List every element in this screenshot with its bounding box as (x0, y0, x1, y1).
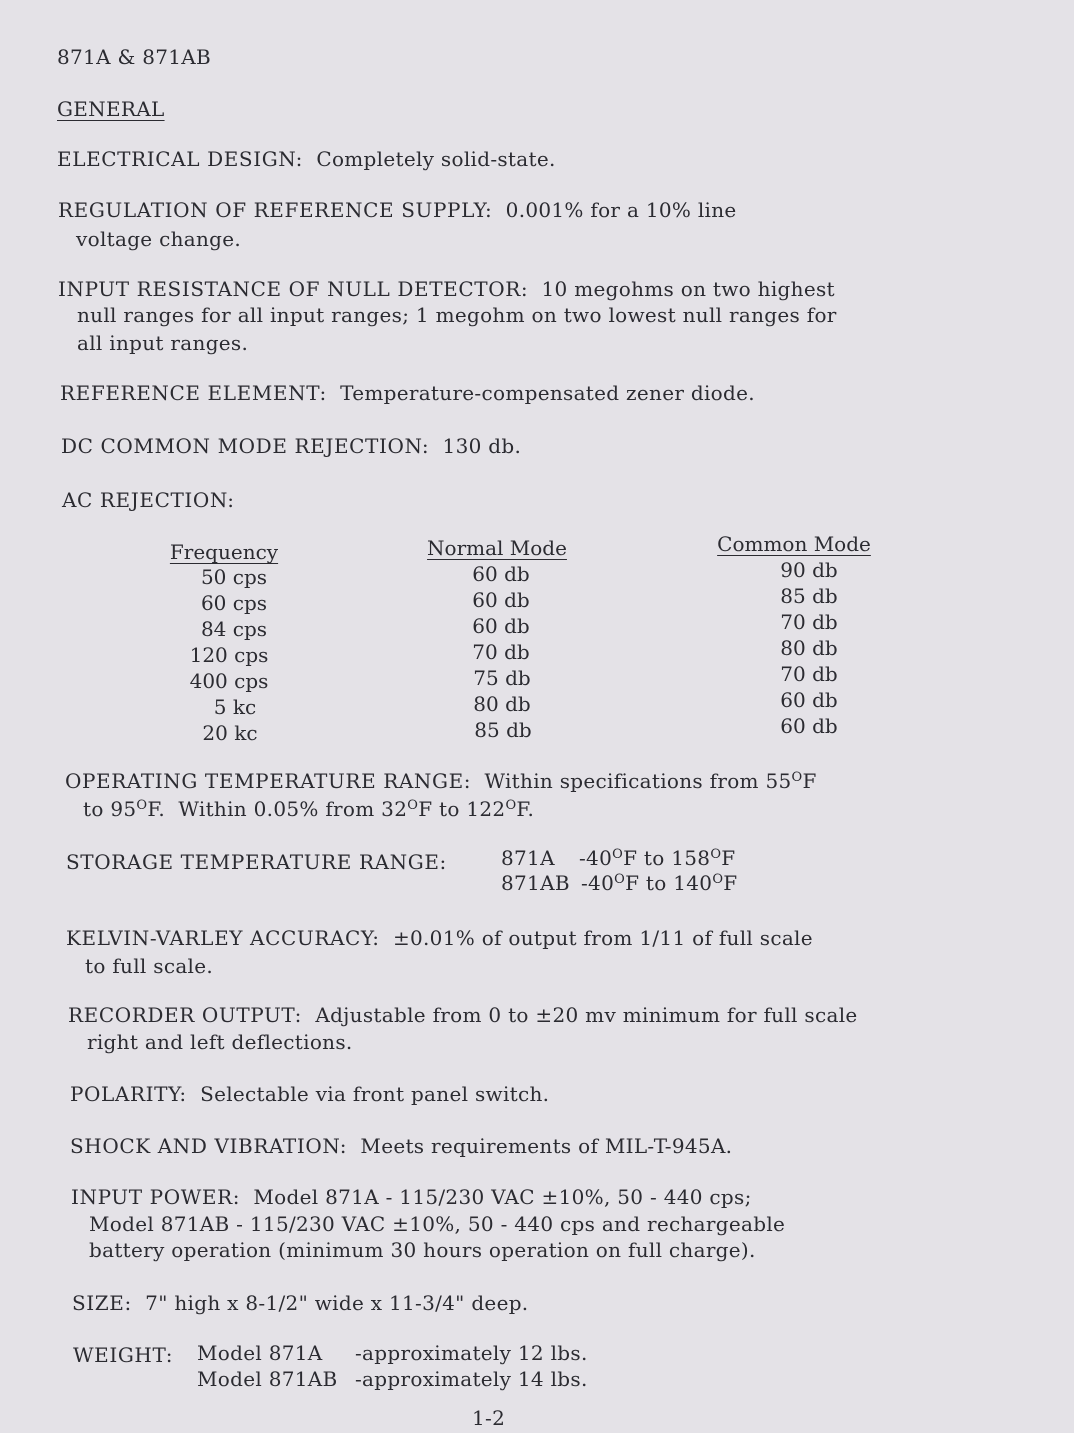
table-header-frequency: Frequency (169, 540, 279, 564)
spec-label: POLARITY: (70, 1082, 187, 1106)
spec-regulation-cont: voltage change. (76, 227, 242, 251)
weight-row-871a: Model 871A -approximately 12 lbs. (197, 1341, 588, 1365)
table-header-common-mode: Common Mode (717, 532, 871, 556)
table-cell-frequency: 60 cps (200, 591, 268, 615)
spec-input-power-cont2: battery operation (minimum 30 hours operation on full charge). (89, 1238, 756, 1262)
spec-kelvin-varley-cont: to full scale. (85, 954, 214, 978)
spec-operating-temperature-cont: to $95^OF$. Within 0.05% from $32^OF$ to $122^OF$. (83, 797, 535, 821)
spec-weight (73, 1342, 173, 1368)
page-number: 1-2 (472, 1406, 506, 1430)
spec-value: Adjustable from 0 to ±20 mv minimum for full scale (315, 1003, 858, 1027)
spec-regulation (58, 197, 737, 223)
table-cell-common: 90 db (780, 558, 838, 582)
spec-value: Completely solid-state. (316, 147, 556, 171)
spec-value: ±0.01% of output from 1/11 of full scale (392, 926, 813, 950)
spec-label: OPERATING TEMPERATURE RANGE: (65, 769, 472, 793)
table-cell-normal: 60 db (472, 562, 530, 586)
spec-value: 7" high x 8-1/2" wide x 11-3/4" deep. (145, 1291, 529, 1315)
spec-label: KELVIN-VARLEY ACCURACY: (66, 926, 380, 950)
table-cell-common: 70 db (780, 662, 838, 686)
spec-electrical-design (57, 146, 556, 172)
spec-value: 0.001% for a 10% line (505, 198, 737, 222)
spec-value: 10 megohms on two highest (541, 277, 835, 301)
spec-input-power (71, 1184, 752, 1210)
spec-size (72, 1290, 528, 1316)
spec-input-power-cont: Model 871AB - 115/230 VAC ±10%, 50 - 440 cps and rechargeable (89, 1212, 786, 1236)
section-title: GENERAL (57, 97, 165, 121)
table-cell-normal: 75 db (473, 666, 531, 690)
spec-label: REFERENCE ELEMENT: (60, 381, 327, 405)
spec-input-resistance (58, 276, 835, 302)
table-cell-common: 80 db (780, 636, 838, 660)
spec-value: Within specifications from $55^OF$ (484, 769, 817, 793)
spec-value: Model 871A - 115/230 VAC ±10%, 50 - 440 cps; (253, 1185, 752, 1209)
spec-value: Meets requirements of MIL-T-945A. (360, 1134, 733, 1158)
spec-label: RECORDER OUTPUT: (68, 1003, 302, 1027)
table-cell-common: 60 db (780, 714, 838, 738)
spec-label: INPUT RESISTANCE OF NULL DETECTOR: (58, 277, 529, 301)
spec-shock-vibration (70, 1133, 732, 1159)
table-cell-normal: 60 db (472, 614, 530, 638)
spec-label: WEIGHT: (73, 1343, 174, 1367)
table-cell-common: 60 db (780, 688, 838, 712)
spec-ac-rejection-label: AC REJECTION: (62, 488, 235, 512)
spec-label: SHOCK AND VIBRATION: (70, 1134, 348, 1158)
spec-value: Selectable via front panel switch. (200, 1082, 550, 1106)
table-cell-common: 70 db (780, 610, 838, 634)
model-header: 871A & 871AB (57, 45, 212, 69)
spec-label: REGULATION OF REFERENCE SUPPLY: (58, 198, 493, 222)
spec-dc-common-mode (61, 433, 521, 459)
table-cell-frequency: 20 kc (202, 721, 258, 745)
spec-value: Temperature-compensated zener diode. (340, 381, 755, 405)
table-cell-frequency: 50 cps (200, 565, 268, 589)
spec-input-resistance-cont: null ranges for all input ranges; 1 megohm on two lowest null ranges for (77, 303, 837, 327)
spec-label: STORAGE TEMPERATURE RANGE: (66, 850, 447, 874)
table-cell-frequency: 120 cps (189, 643, 269, 667)
table-cell-normal: 70 db (472, 640, 530, 664)
spec-recorder-output-cont: right and left deflections. (87, 1030, 353, 1054)
table-cell-frequency: 400 cps (189, 669, 269, 693)
spec-input-resistance-cont2: all input ranges. (77, 331, 249, 355)
spec-label: INPUT POWER: (71, 1185, 241, 1209)
storage-temp-row-871ab: 871AB $-40^OF$ to $140^OF$ (501, 871, 738, 895)
spec-recorder-output (68, 1002, 858, 1028)
storage-temp-row-871a: 871A $-40^OF$ to $158^OF$ (501, 846, 736, 870)
spec-polarity (70, 1081, 549, 1107)
table-cell-normal: 85 db (474, 718, 532, 742)
table-cell-normal: 80 db (473, 692, 531, 716)
table-cell-frequency: 84 cps (200, 617, 268, 641)
spec-operating-temperature (65, 768, 817, 794)
spec-label: DC COMMON MODE REJECTION: (61, 434, 430, 458)
spec-value: 130 db. (442, 434, 522, 458)
spec-label: ELECTRICAL DESIGN: (57, 147, 304, 171)
spec-label: SIZE: (72, 1291, 132, 1315)
table-cell-common: 85 db (780, 584, 838, 608)
spec-kelvin-varley (66, 925, 813, 951)
spec-storage-temperature (66, 849, 447, 875)
table-cell-normal: 60 db (472, 588, 530, 612)
table-header-normal-mode: Normal Mode (427, 536, 567, 560)
weight-row-871ab: Model 871AB -approximately 14 lbs. (197, 1367, 588, 1391)
spec-reference-element (60, 380, 755, 406)
table-cell-frequency: 5 kc (213, 695, 257, 719)
